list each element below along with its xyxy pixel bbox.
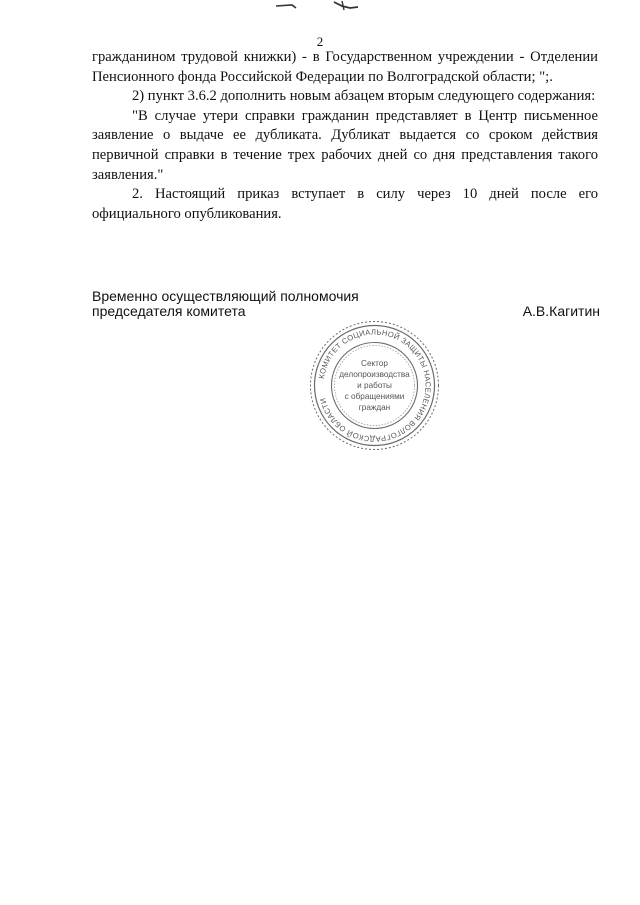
stamp-center-line: граждан bbox=[358, 403, 391, 412]
signatory-title-line-1: Временно осуществляющий полномочия bbox=[92, 288, 359, 304]
paragraph-quoted-text: "В случае утери справки гражданин представляет в Центр письменное заявление о выдаче ее дубликата. Дубликат выдается со сроком действия первичной справки в течение трех рабочих дней со дня представления такого заявления." bbox=[92, 107, 598, 183]
paragraph-item-2: 2) пункт 3.6.2 дополнить новым абзацем вторым следующего содержания: bbox=[132, 88, 596, 105]
page-number: 2 bbox=[316, 34, 324, 49]
stamp-center-line: делопроизводства bbox=[339, 370, 410, 379]
official-seal-stamp bbox=[307, 318, 442, 453]
stamp-center-line: с обращениями bbox=[344, 392, 405, 401]
signature-block bbox=[92, 289, 600, 319]
paragraph-continuation: гражданином трудовой книжки) - в Государственном учреждении - Отделении Пенсионного фонда Российской Федерации по Волгоградской области; ";. bbox=[92, 49, 598, 85]
document-body bbox=[92, 48, 598, 224]
stamp-center-line: и работы bbox=[357, 381, 392, 390]
paragraph-effective-date: 2. Настоящий приказ вступает в силу через 10 дней после его официального опубликования. bbox=[92, 186, 598, 222]
signatory-name: А.В.Кагитин bbox=[522, 303, 600, 319]
scan-artifact-mark bbox=[272, 0, 362, 12]
stamp-center-line: Сектор bbox=[361, 359, 388, 368]
stamp-ring-text: КОМИТЕТ СОЦИАЛЬНОЙ ЗАЩИТЫ НАСЕЛЕНИЯ ВОЛГОГРАДСКОЙ ОБЛАСТИ bbox=[316, 327, 433, 444]
signatory-title-line-2: председателя комитета bbox=[92, 303, 246, 319]
